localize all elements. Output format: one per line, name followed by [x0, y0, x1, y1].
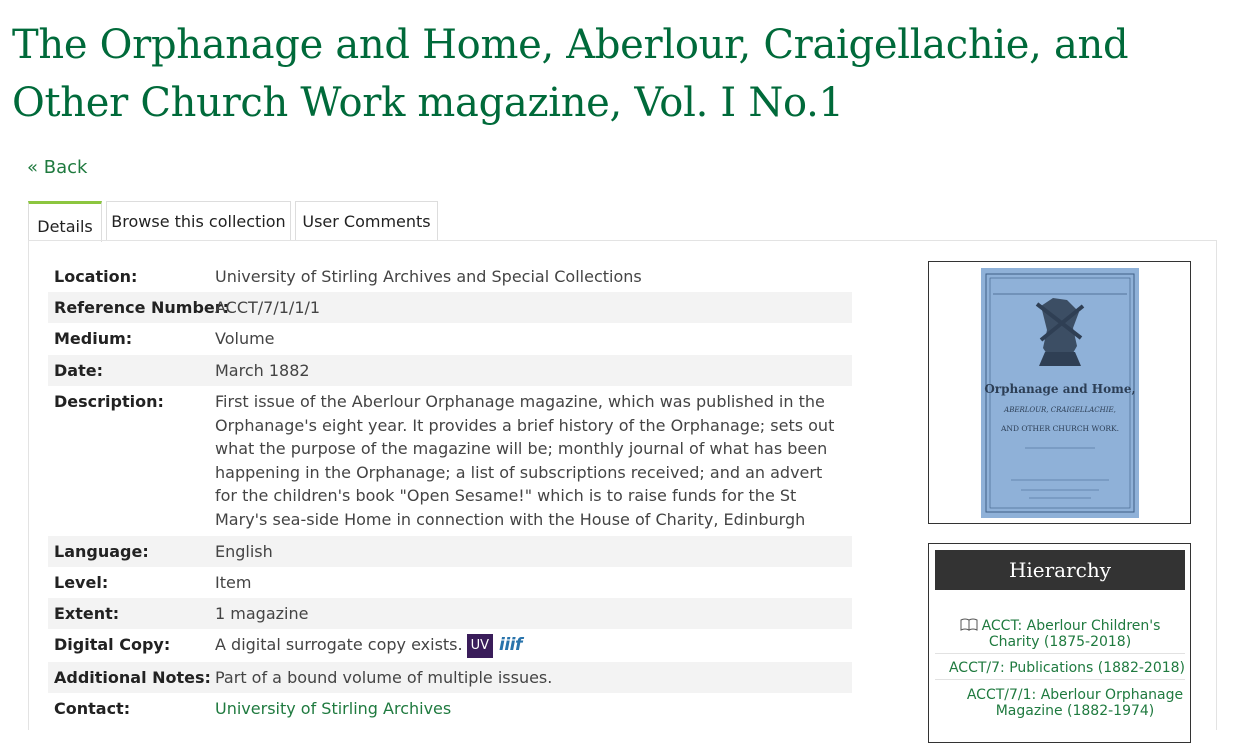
hierarchy-divider: [935, 653, 1185, 654]
contact-label: Contact:: [54, 699, 131, 718]
page-title: The Orphanage and Home, Aberlour, Craigellachie, and Other Church Work magazine, Vol. I No.1: [12, 22, 1129, 126]
hierarchy-box: [928, 543, 1191, 743]
date-label: Date:: [54, 361, 103, 380]
uv-viewer-button[interactable]: UV: [467, 634, 493, 658]
reference-label: Reference Number:: [54, 298, 230, 317]
detail-row-digital-copy: [48, 629, 852, 662]
extent-label: Extent:: [54, 604, 120, 623]
hierarchy-item-acct-label: ACCT: Aberlour Children's Charity (1875-2018): [981, 618, 1161, 650]
detail-row-extent: [48, 598, 852, 629]
medium-label: Medium:: [54, 329, 133, 348]
detail-row-location: [48, 261, 852, 292]
hierarchy-heading: Hierarchy: [935, 550, 1185, 590]
detail-row-reference: [48, 292, 852, 323]
hierarchy-divider: [935, 679, 1185, 680]
location-value: University of Stirling Archives and Special Collections: [215, 267, 642, 286]
notes-label: Additional Notes:: [54, 668, 211, 687]
medium-value: Volume: [215, 329, 275, 348]
detail-row-description: [48, 386, 852, 536]
tab-user-comments[interactable]: User Comments: [295, 201, 438, 241]
cover-masthead: Orphanage and Home,: [984, 382, 1136, 396]
level-value: Item: [215, 573, 252, 592]
iiif-icon[interactable]: iiif: [499, 634, 522, 655]
cover-subtitle: AND OTHER CHURCH WORK.: [1001, 424, 1119, 433]
cover-thumbnail[interactable]: [928, 261, 1191, 524]
extent-value: 1 magazine: [215, 604, 309, 623]
cover-place: ABERLOUR, CRAIGELLACHIE,: [1004, 406, 1116, 414]
digital-copy-text: A digital surrogate copy exists.: [215, 635, 463, 654]
location-label: Location:: [54, 267, 138, 286]
hierarchy-item-acct-7-1[interactable]: ACCT/7/1: Aberlour Orphanage Magazine (1882-1974): [966, 687, 1184, 719]
detail-row-notes: [48, 662, 852, 693]
language-label: Language:: [54, 542, 149, 561]
hierarchy-item-acct[interactable]: [935, 618, 1185, 650]
level-label: Level:: [54, 573, 109, 592]
back-link[interactable]: « Back: [27, 157, 88, 178]
digital-copy-value: [215, 633, 845, 658]
detail-row-contact: [48, 693, 852, 720]
book-icon: [960, 618, 978, 631]
detail-row-level: [48, 567, 852, 598]
detail-row-language: [48, 536, 852, 567]
reference-value: ACCT/7/1/1/1: [215, 298, 321, 317]
description-value: First issue of the Aberlour Orphanage magazine, which was published in the Orphanage's eight year. It provides a brief history of the Orphanage; sets out what the purpose of the magazine will be; monthly journal of what has been happening in the Orphanage; a list of subscriptions received; and an advert for the children's book "Open Sesame!" which is to raise funds for the St Mary's sea-side Home in connection with the House of Charity, Edinburgh: [215, 392, 835, 529]
hierarchy-item-acct-7[interactable]: ACCT/7: Publications (1882-2018): [948, 660, 1185, 676]
cover-image: [981, 268, 1139, 518]
digital-copy-label: Digital Copy:: [54, 635, 171, 654]
contact-value: [215, 697, 845, 721]
date-value: March 1882: [215, 361, 310, 380]
language-value: English: [215, 542, 273, 561]
tab-details[interactable]: Details: [28, 201, 102, 242]
description-label: Description:: [54, 392, 164, 411]
detail-row-date: [48, 355, 852, 386]
contact-link[interactable]: University of Stirling Archives: [215, 699, 452, 718]
detail-row-medium: [48, 323, 852, 355]
tab-browse-collection[interactable]: Browse this collection: [106, 201, 291, 241]
notes-value: Part of a bound volume of multiple issues.: [215, 668, 553, 687]
